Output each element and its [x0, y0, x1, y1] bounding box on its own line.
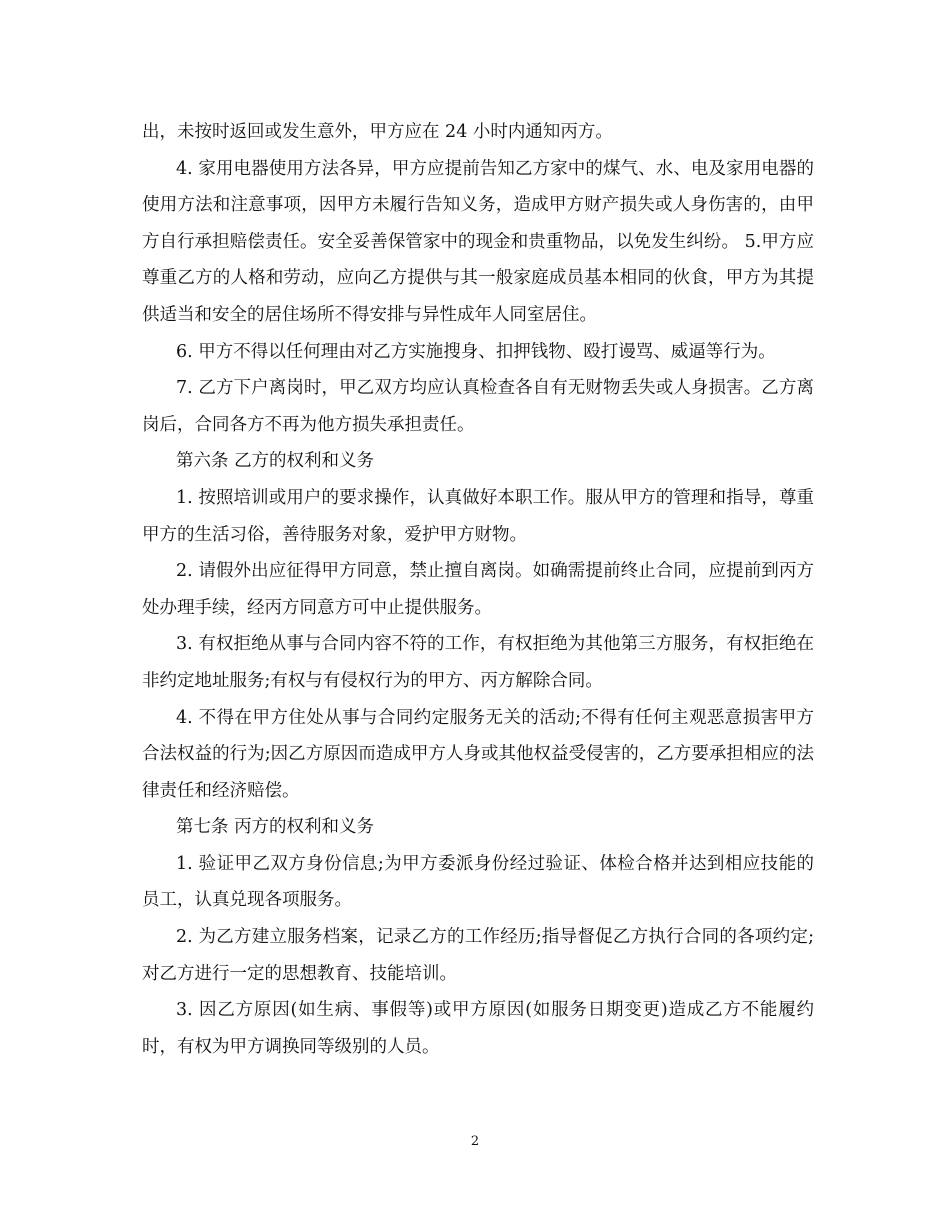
paragraph-item-7: 7. 乙方下户离岗时，甲乙双方均应认真检查各自有无财物丢失或人身损害。乙方离岗后，合同各方不再为他方损失承担责任。: [142, 378, 814, 435]
paragraph-article-6-item-1: 1. 按照培训或用户的要求操作，认真做好本职工作。服从甲方的管理和指导，尊重甲方的生活习俗，善待服务对象，爱护甲方财物。: [142, 487, 814, 545]
paragraph-article-6-item-3: 3. 有权拒绝从事与合同内容不符的工作，有权拒绝为其他第三方服务，有权拒绝在非约定地址服务;有权与有侵权行为的甲方、丙方解除合同。: [142, 634, 814, 691]
section-heading-article-7: 第七条 丙方的权利和义务: [176, 817, 375, 838]
paragraph-article-7-item-3: 3. 因乙方原因(如生病、事假等)或甲方原因(如服务日期变更)造成乙方不能履约时，有权为甲方调换同等级别的人员。: [142, 1000, 814, 1057]
paragraph-article-6-item-4: 4. 不得在甲方住处从事与合同约定服务无关的活动;不得有任何主观恶意损害甲方合法权益的行为;因乙方原因而造成甲方人身或其他权益受侵害的，乙方要承担相应的法律责任和经济赔偿。: [142, 707, 814, 801]
paragraph-article-6-item-2: 2. 请假外出应征得甲方同意，禁止擅自离岗。如确需提前终止合同，应提前到丙方处办理手续，经丙方同意方可中止提供服务。: [142, 561, 814, 618]
page-number: 2: [470, 1134, 480, 1149]
paragraph-article-7-item-1: 1. 验证甲乙双方身份信息;为甲方委派身份经过验证、体检合格并达到相应技能的员工，认真兑现各项服务。: [142, 853, 814, 911]
paragraph-item-4-and-5: 4. 家用电器使用方法各异，甲方应提前告知乙方家中的煤气、水、电及家用电器的使用方法和注意事项，因甲方未履行告知义务，造成甲方财产损失或人身伤害的，由甲方自行承担赔偿责任。安全妥善保管家中的现金和贵重物品，以免发生纠纷。 5.甲方应尊重乙方的人格和劳动，应向乙方提供与其一般家庭成员基本相同的伙食，甲方为其提供适当和安全的居住场所不得安排与异性成年人同室居住。: [142, 158, 814, 325]
paragraph-item-6: 6. 甲方不得以任何理由对乙方实施搜身、扣押钱物、殴打谩骂、威逼等行为。: [176, 341, 776, 362]
paragraph-continuation: 出，未按时返回或发生意外，甲方应在 24 小时内通知丙方。: [142, 122, 613, 142]
paragraph-article-7-item-2: 2. 为乙方建立服务档案，记录乙方的工作经历;指导督促乙方执行合同的各项约定;对乙方进行一定的思想教育、技能培训。: [142, 927, 814, 984]
section-heading-article-6: 第六条 乙方的权利和义务: [176, 451, 375, 472]
document-body: [142, 114, 814, 1065]
